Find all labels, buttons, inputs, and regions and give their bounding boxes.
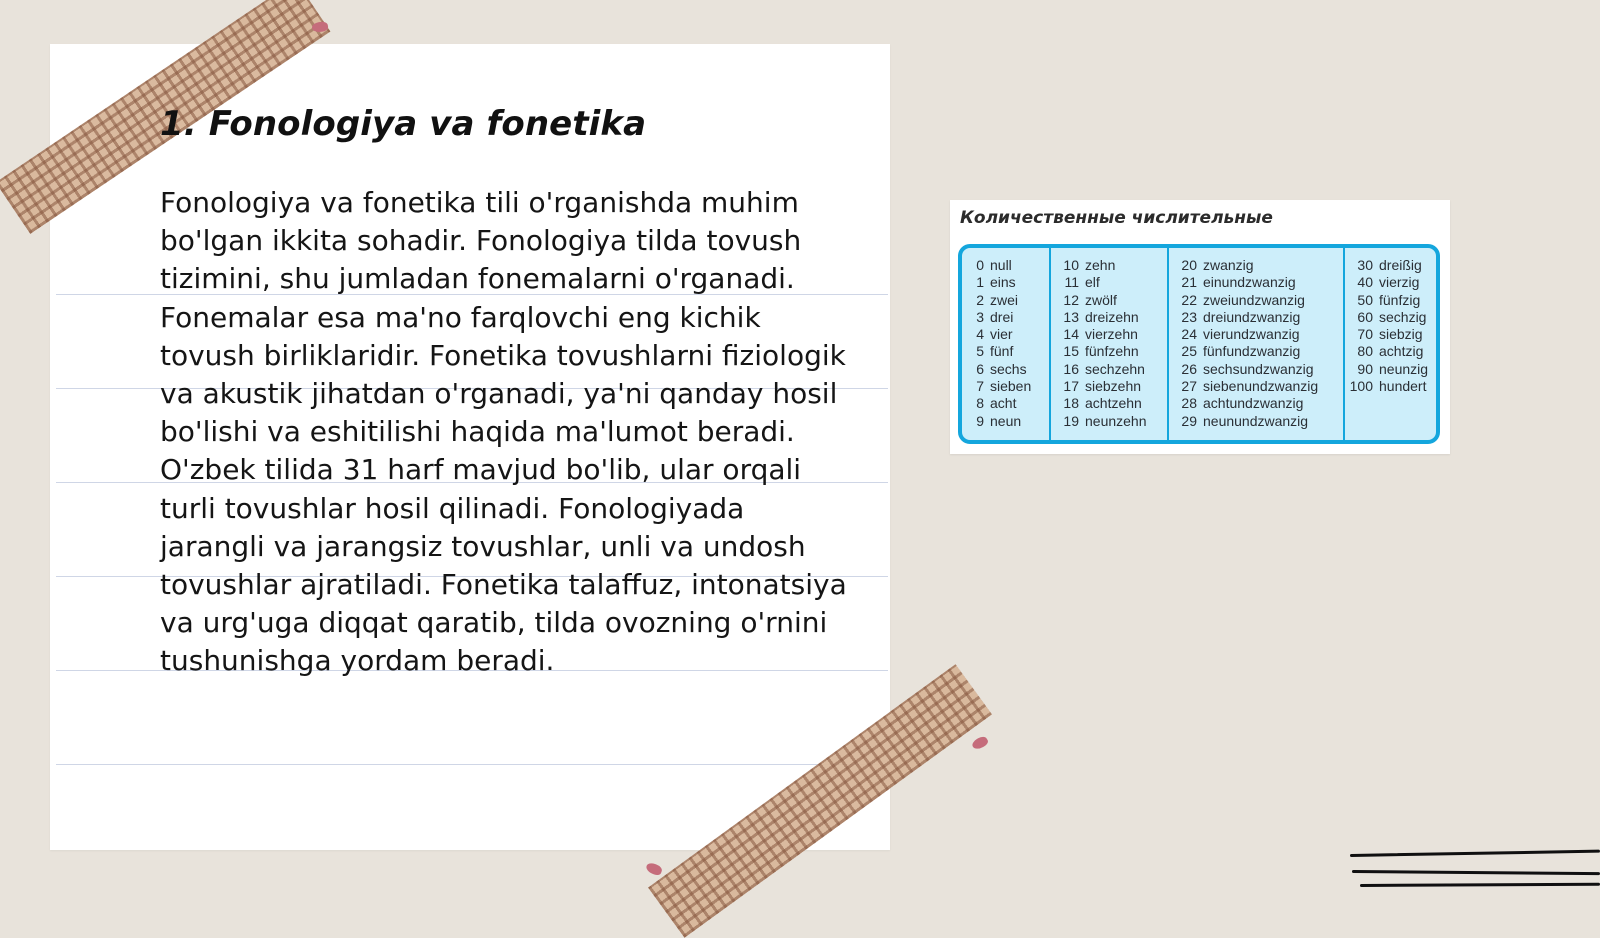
number-row [962, 274, 1049, 291]
number-word: achtzig [1379, 343, 1424, 360]
number-word: neunundzwanzig [1203, 412, 1309, 429]
number-row [1169, 378, 1343, 395]
number-digit: 12 [1063, 291, 1079, 308]
numbers-table-grid [958, 244, 1440, 444]
tape-tip-icon [971, 735, 990, 752]
number-digit: 21 [1181, 274, 1197, 291]
number-digit: 1 [976, 274, 984, 291]
number-word: fünfzehn [1085, 343, 1139, 360]
number-word: vierzig [1379, 274, 1420, 291]
number-digit: 14 [1063, 326, 1079, 343]
number-row [1051, 309, 1167, 326]
number-word: acht [990, 395, 1017, 412]
number-digit: 28 [1181, 395, 1197, 412]
number-word: dreißig [1379, 257, 1422, 273]
number-word: neunzehn [1085, 412, 1147, 429]
numbers-table-title: Количественные числительные [960, 208, 1273, 228]
number-word: vierzehn [1085, 326, 1138, 343]
number-row [1169, 361, 1343, 378]
number-digit: 90 [1357, 360, 1373, 377]
number-digit: 2 [976, 291, 984, 308]
number-digit: 25 [1181, 343, 1197, 360]
number-row [962, 309, 1049, 326]
number-row [962, 292, 1049, 309]
number-word: fünfzig [1379, 291, 1421, 308]
number-word: siebzig [1379, 326, 1423, 343]
number-row [1169, 343, 1343, 360]
numbers-column [1167, 248, 1343, 440]
number-row [1345, 361, 1436, 378]
number-row [1169, 395, 1343, 412]
number-word: vier [990, 326, 1013, 343]
number-digit: 11 [1064, 274, 1079, 291]
number-row [1345, 274, 1436, 291]
number-row [1345, 326, 1436, 343]
number-row [962, 326, 1049, 343]
numbers-column [962, 248, 1049, 440]
number-row [1051, 274, 1167, 291]
number-word: sieben [990, 378, 1032, 395]
number-word: sechs [990, 360, 1027, 377]
number-word: elf [1085, 274, 1100, 291]
number-digit: 9 [976, 412, 984, 429]
number-row [1345, 292, 1436, 309]
number-word: dreizehn [1085, 308, 1139, 325]
number-row [1169, 257, 1343, 274]
number-row [1051, 395, 1167, 412]
number-word: siebenundzwanzig [1203, 378, 1319, 395]
slide-title: 1. Fonologiya va fonetika [160, 104, 647, 144]
number-word: sechzig [1379, 308, 1427, 325]
decorative-scribble-line [1350, 850, 1600, 857]
number-row [1169, 274, 1343, 291]
number-word: fünf [990, 343, 1014, 360]
number-digit: 100 [1349, 378, 1373, 395]
number-row [1051, 326, 1167, 343]
number-row [1051, 343, 1167, 360]
number-row [1169, 309, 1343, 326]
number-word: sechsundzwanzig [1203, 360, 1314, 377]
number-digit: 80 [1357, 343, 1373, 360]
number-row [1345, 343, 1436, 360]
number-row [1169, 413, 1343, 430]
number-row [1051, 378, 1167, 395]
number-digit: 17 [1063, 378, 1079, 395]
number-digit: 22 [1181, 291, 1197, 308]
numbers-column [1343, 248, 1436, 440]
number-word: null [990, 257, 1012, 273]
number-digit: 13 [1063, 308, 1079, 325]
number-word: fünfundzwanzig [1203, 343, 1301, 360]
number-row [1345, 378, 1436, 395]
number-word: zwölf [1085, 291, 1117, 308]
number-word: achtzehn [1085, 395, 1142, 412]
number-digit: 8 [976, 395, 984, 412]
number-digit: 70 [1357, 326, 1373, 343]
number-digit: 5 [976, 343, 984, 360]
number-row [1169, 292, 1343, 309]
number-digit: 30 [1357, 257, 1373, 273]
decorative-scribble-line [1352, 870, 1600, 875]
number-row [962, 378, 1049, 395]
number-digit: 60 [1357, 308, 1373, 325]
number-digit: 26 [1181, 360, 1197, 377]
number-row [1051, 257, 1167, 274]
number-word: neun [990, 412, 1022, 429]
number-row [1051, 413, 1167, 430]
number-word: sechzehn [1085, 360, 1145, 377]
number-digit: 27 [1181, 378, 1197, 395]
number-digit: 23 [1181, 308, 1197, 325]
number-row [962, 257, 1049, 274]
number-row [1345, 257, 1436, 274]
number-digit: 40 [1357, 274, 1373, 291]
number-digit: 15 [1063, 343, 1079, 360]
number-digit: 18 [1063, 395, 1079, 412]
tape-tip-icon [645, 862, 663, 877]
number-word: drei [990, 308, 1014, 325]
number-word: neunzig [1379, 360, 1429, 377]
number-digit: 6 [976, 360, 984, 377]
number-digit: 24 [1181, 326, 1197, 343]
number-word: vierundzwanzig [1203, 326, 1300, 343]
number-row [962, 343, 1049, 360]
number-word: zwei [990, 291, 1019, 308]
number-digit: 16 [1063, 360, 1079, 377]
number-row [1169, 326, 1343, 343]
number-word: zwanzig [1203, 257, 1254, 273]
number-digit: 20 [1181, 257, 1197, 273]
number-word: zehn [1085, 257, 1116, 273]
numbers-table-image [950, 200, 1450, 454]
number-word: hundert [1379, 378, 1427, 395]
number-row [962, 413, 1049, 430]
number-word: achtundzwanzig [1203, 395, 1304, 412]
number-row [962, 361, 1049, 378]
number-word: zweiundzwanzig [1203, 291, 1305, 308]
number-digit: 19 [1063, 412, 1079, 429]
numbers-column [1049, 248, 1167, 440]
number-row [1051, 292, 1167, 309]
decorative-scribble-line [1360, 883, 1600, 887]
number-word: einundzwanzig [1203, 274, 1296, 291]
number-word: dreiundzwanzig [1203, 308, 1301, 325]
slide-body-text: Fonologiya va fonetika tili o'rganishda muhim bo'lgan ikkita sohadir. Fonologiya tilda tovush tizimini, shu jumladan fonemalarni o'rganadi. Fonemalar esa ma'no farqlovchi eng kichik tovush birliklaridir. Fonetika tovushlarni fiziologik va akustik jihatdan o'rganadi, ya'ni qanday hosil bo'lishi va eshitilishi haqida ma'lumot beradi. O'zbek tilida 31 harf mavjud bo'lib, ular orqali turli tovushlar hosil qilinadi. Fonologiyada jarangli va jarangsiz tovushlar, unli va undosh tovushlar ajratiladi. Fonetika talaffuz, intonatsiya va urg'uga diqqat qaratib, tilda ovozning o'rnini tushunishga yordam beradi. [160, 186, 847, 678]
number-digit: 3 [976, 308, 984, 325]
number-digit: 29 [1181, 412, 1197, 429]
number-digit: 4 [976, 326, 984, 343]
number-row [1345, 309, 1436, 326]
number-word: eins [990, 274, 1016, 291]
number-digit: 0 [976, 257, 984, 273]
number-row [962, 395, 1049, 412]
number-digit: 50 [1357, 291, 1373, 308]
number-digit: 10 [1063, 257, 1079, 273]
paper-rule-line [56, 764, 888, 765]
number-word: siebzehn [1085, 378, 1142, 395]
number-digit: 7 [976, 378, 984, 395]
number-row [1051, 361, 1167, 378]
